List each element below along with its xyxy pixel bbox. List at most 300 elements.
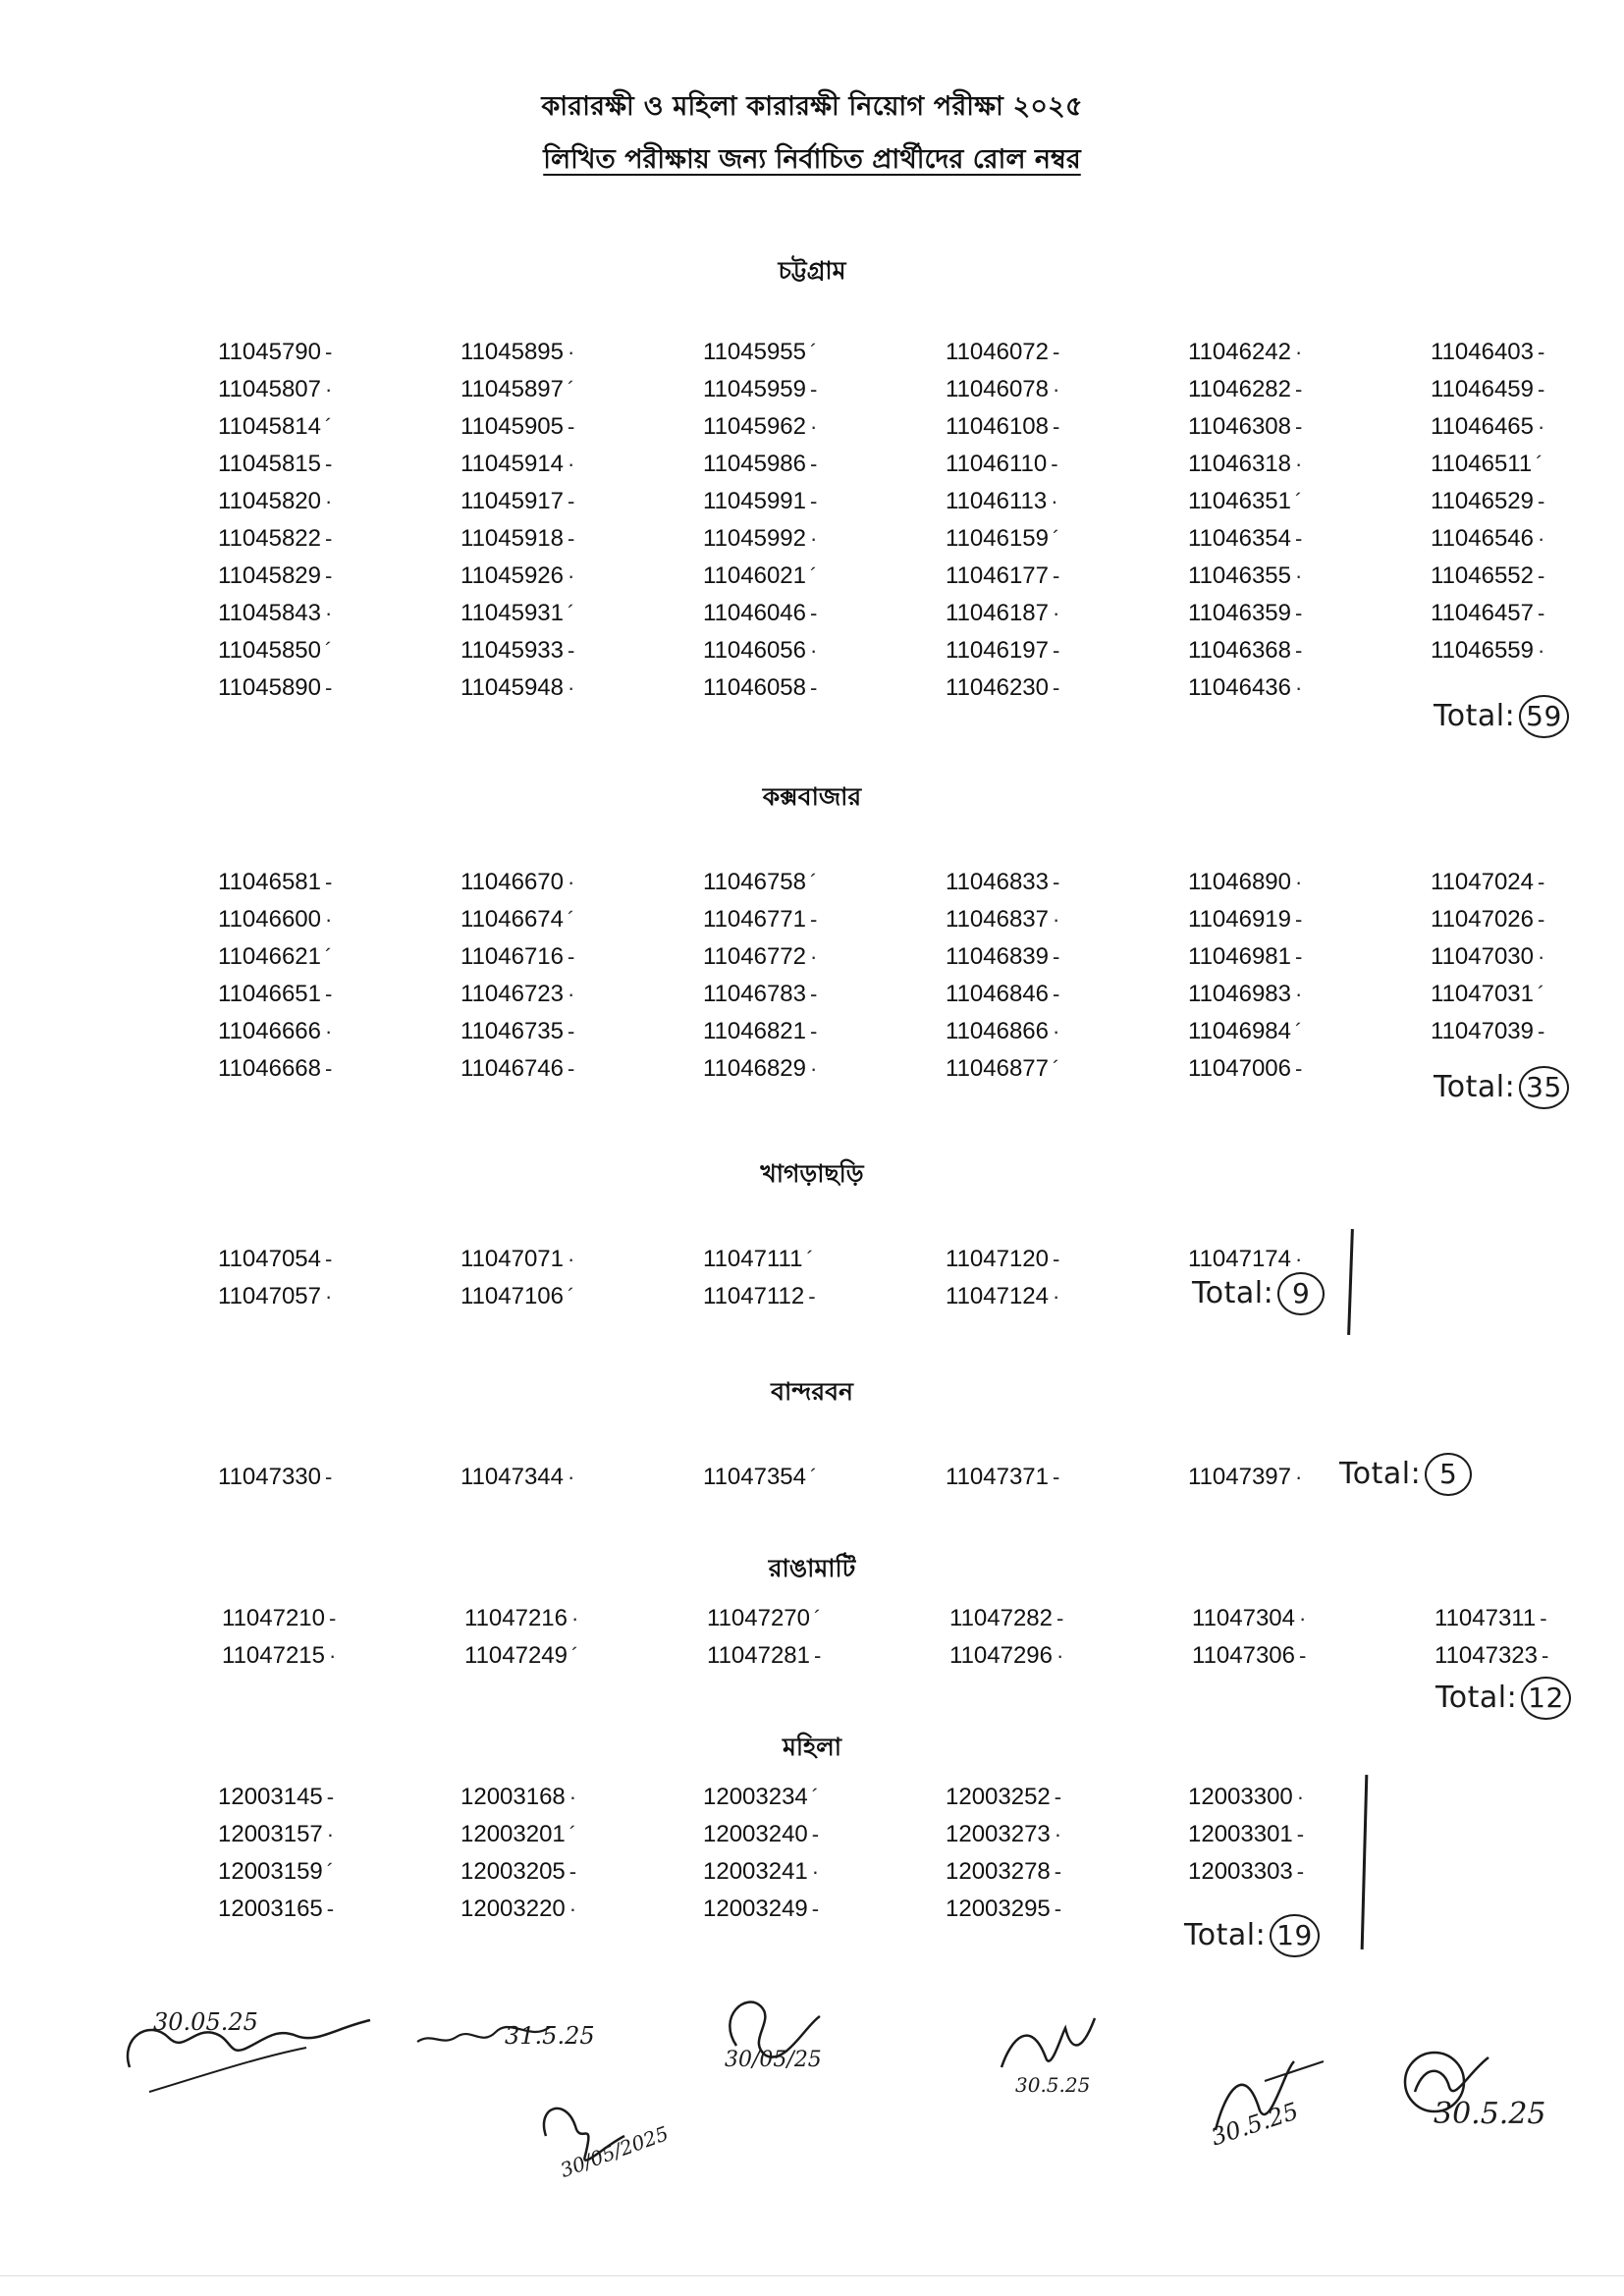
check-mark-icon: ´ xyxy=(1295,1019,1303,1043)
roll-column xyxy=(1431,864,1624,1050)
check-mark-icon: - xyxy=(325,870,333,894)
roll-number: 12003168 · xyxy=(460,1784,577,1810)
roll-number: 11045914 · xyxy=(460,451,575,477)
roll-column xyxy=(1435,1600,1624,1675)
roll-number: 11046984 ´ xyxy=(1188,1018,1303,1044)
roll-column xyxy=(1188,1779,1424,1891)
check-mark-icon: - xyxy=(568,638,575,663)
check-mark-icon: - xyxy=(325,1056,333,1081)
check-mark-icon: - xyxy=(568,526,575,551)
roll-number: 11046670 · xyxy=(460,869,575,895)
total-label: Total: xyxy=(1434,1070,1516,1104)
roll-number: 11047282 - xyxy=(949,1605,1064,1631)
check-mark-icon: - xyxy=(325,1465,333,1489)
page-subtitle-text: লিখিত পরীক্ষায় জন্য নির্বাচিত প্রার্থীদের রোল নম্বর xyxy=(543,144,1081,175)
check-mark-icon: · xyxy=(1051,489,1058,513)
check-mark-icon: - xyxy=(326,1896,335,1921)
roll-number: 11046723 · xyxy=(460,981,575,1007)
check-mark-icon: · xyxy=(1295,340,1303,364)
total-label: Total: xyxy=(1435,1681,1518,1715)
check-mark-icon: ´ xyxy=(568,377,575,401)
roll-number: 11047344 · xyxy=(460,1464,575,1490)
roll-number: 11046783 - xyxy=(703,981,818,1007)
check-mark-icon: - xyxy=(810,1019,818,1043)
check-mark-icon: ´ xyxy=(1053,526,1060,551)
check-mark-icon: - xyxy=(810,452,818,476)
roll-column xyxy=(460,1459,696,1496)
check-mark-icon: · xyxy=(568,870,575,894)
roll-number: 11047057 · xyxy=(218,1283,333,1309)
roll-number: 11046021 ´ xyxy=(703,562,818,589)
check-mark-icon: · xyxy=(568,982,575,1006)
check-mark-icon: - xyxy=(1538,601,1545,625)
roll-number: 11046581 - xyxy=(218,869,333,895)
roll-number: 12003249 - xyxy=(703,1896,820,1922)
roll-number: 12003157 · xyxy=(218,1821,335,1847)
roll-number: 11046529 - xyxy=(1431,488,1545,514)
check-mark-icon: - xyxy=(811,1822,820,1846)
roll-number: 11047026 - xyxy=(1431,906,1545,933)
section-total-rangamati xyxy=(1435,1677,1571,1720)
check-mark-icon: ´ xyxy=(1053,1056,1060,1081)
roll-number: 11046546 · xyxy=(1431,525,1545,552)
check-mark-icon: · xyxy=(568,675,575,700)
roll-column xyxy=(946,1459,1181,1496)
check-mark-icon: · xyxy=(1053,907,1060,932)
roll-column xyxy=(1188,864,1424,1088)
roll-number: 11046651 - xyxy=(218,981,333,1007)
roll-number: 12003145 - xyxy=(218,1784,335,1810)
section-title-mohila: মহিলা xyxy=(782,1733,842,1761)
roll-number: 11046242 · xyxy=(1188,339,1303,365)
roll-number: 11045917 - xyxy=(460,488,575,514)
check-mark-icon: ´ xyxy=(325,638,333,663)
check-mark-icon: · xyxy=(325,1284,333,1308)
check-mark-icon: - xyxy=(1296,1822,1305,1846)
check-mark-icon: ´ xyxy=(571,1643,579,1668)
roll-number: 12003301 - xyxy=(1188,1821,1305,1847)
check-mark-icon: - xyxy=(325,982,333,1006)
roll-number: 11046674 ´ xyxy=(460,906,575,933)
roll-number: 11045991 - xyxy=(703,488,818,514)
check-mark-icon: · xyxy=(1538,944,1545,969)
check-mark-icon: · xyxy=(325,377,333,401)
roll-number: 11047323 - xyxy=(1435,1642,1549,1669)
check-mark-icon: - xyxy=(1053,870,1060,894)
roll-number: 11046459 - xyxy=(1431,376,1545,402)
check-mark-icon: - xyxy=(1542,1643,1549,1668)
check-mark-icon: · xyxy=(1054,1822,1062,1846)
check-mark-icon: · xyxy=(1538,638,1545,663)
roll-number: 11046368 - xyxy=(1188,637,1303,664)
roll-number: 11046457 - xyxy=(1431,600,1545,626)
check-mark-icon: ´ xyxy=(1538,982,1545,1006)
check-mark-icon: · xyxy=(1056,1643,1064,1668)
check-mark-icon: · xyxy=(1053,1284,1060,1308)
roll-column xyxy=(703,1241,939,1315)
section-title-khagrachari: খাগড়াছড়ি xyxy=(760,1159,864,1188)
roll-number: 12003303 - xyxy=(1188,1858,1305,1885)
check-mark-icon: · xyxy=(326,1822,335,1846)
check-mark-icon: - xyxy=(568,944,575,969)
check-mark-icon: - xyxy=(810,675,818,700)
signature-date: 31.5.25 xyxy=(505,2022,595,2050)
check-mark-icon: · xyxy=(1295,452,1303,476)
roll-number: 11047120 - xyxy=(946,1246,1060,1272)
check-mark-icon: - xyxy=(1538,907,1545,932)
check-mark-icon: ´ xyxy=(810,1465,818,1489)
roll-number: 11046230 - xyxy=(946,674,1060,701)
check-mark-icon: · xyxy=(568,563,575,588)
roll-number: 11046846 - xyxy=(946,981,1060,1007)
roll-number: 11046621 ´ xyxy=(218,943,333,970)
check-mark-icon: · xyxy=(1295,563,1303,588)
check-mark-icon: · xyxy=(1538,414,1545,439)
roll-number: 11047054 - xyxy=(218,1246,333,1272)
check-mark-icon: - xyxy=(814,1643,822,1668)
signature-date: 30.5.25 xyxy=(1434,2097,1546,2131)
roll-number: 11047112 - xyxy=(703,1283,816,1309)
roll-number: 11046772 · xyxy=(703,943,818,970)
roll-number: 11047039 - xyxy=(1431,1018,1545,1044)
check-mark-icon: · xyxy=(1295,1465,1303,1489)
check-mark-icon: - xyxy=(1538,870,1545,894)
check-mark-icon: - xyxy=(329,1606,337,1630)
total-label: Total: xyxy=(1339,1457,1422,1491)
roll-number: 11045829 - xyxy=(218,562,333,589)
check-mark-icon: - xyxy=(1538,377,1545,401)
roll-column xyxy=(460,1241,696,1315)
check-mark-icon: - xyxy=(1295,377,1303,401)
roll-number: 11045933 - xyxy=(460,637,575,664)
check-mark-icon: - xyxy=(811,1896,820,1921)
check-mark-icon: - xyxy=(326,1785,335,1809)
roll-number: 11046866 · xyxy=(946,1018,1060,1044)
roll-number: 11047031 ´ xyxy=(1431,981,1545,1007)
check-mark-icon: - xyxy=(1053,944,1060,969)
roll-number: 11046919 - xyxy=(1188,906,1303,933)
check-mark-icon: - xyxy=(568,1056,575,1081)
check-mark-icon: - xyxy=(325,452,333,476)
roll-column xyxy=(460,864,696,1088)
roll-number: 11046318 · xyxy=(1188,451,1303,477)
check-mark-icon: - xyxy=(810,982,818,1006)
roll-number: 11046058 - xyxy=(703,674,818,701)
roll-number: 11046046 - xyxy=(703,600,818,626)
check-mark-icon: ´ xyxy=(1536,452,1543,476)
roll-column xyxy=(1188,334,1424,707)
check-mark-icon: - xyxy=(1053,563,1060,588)
check-mark-icon: - xyxy=(1053,1247,1060,1271)
roll-number: 11046837 · xyxy=(946,906,1060,933)
roll-column xyxy=(703,1459,939,1496)
roll-column xyxy=(946,864,1181,1088)
section-total-khagrachari xyxy=(1192,1272,1325,1315)
check-mark-icon: ´ xyxy=(325,944,333,969)
roll-number: 11047296 · xyxy=(949,1642,1064,1669)
check-mark-icon: · xyxy=(568,1247,575,1271)
roll-number: 11047024 - xyxy=(1431,869,1545,895)
roll-column xyxy=(218,1779,454,1928)
roll-number: 11045890 - xyxy=(218,674,333,701)
roll-number: 11047174 · xyxy=(1188,1246,1303,1272)
roll-number: 11047249 ´ xyxy=(464,1642,579,1669)
roll-number: 11046511 ´ xyxy=(1431,451,1543,477)
roll-number: 11046177 - xyxy=(946,562,1060,589)
roll-number: 11045814 ´ xyxy=(218,413,333,440)
roll-number: 12003241 · xyxy=(703,1858,820,1885)
check-mark-icon: · xyxy=(325,489,333,513)
check-mark-icon: - xyxy=(1056,1606,1064,1630)
roll-column xyxy=(1192,1600,1428,1675)
roll-number: 11046056 · xyxy=(703,637,818,664)
roll-number: 11045850 ´ xyxy=(218,637,333,664)
roll-number: 11045820 · xyxy=(218,488,333,514)
check-mark-icon: · xyxy=(568,340,575,364)
roll-number: 12003159 ´ xyxy=(218,1858,335,1885)
check-mark-icon: - xyxy=(1053,340,1060,364)
check-mark-icon: · xyxy=(568,1785,577,1809)
roll-number: 12003220 · xyxy=(460,1896,577,1922)
roll-number: 11047030 · xyxy=(1431,943,1545,970)
check-mark-icon: - xyxy=(568,489,575,513)
check-mark-icon: - xyxy=(1053,1465,1060,1489)
check-mark-icon: - xyxy=(325,1247,333,1271)
check-mark-icon: - xyxy=(808,1284,816,1308)
check-mark-icon: · xyxy=(1295,1247,1303,1271)
roll-number: 11046403 - xyxy=(1431,339,1545,365)
roll-number: 11047397 · xyxy=(1188,1464,1303,1490)
total-count: 59 xyxy=(1519,695,1569,738)
signature-date: 30.5.25 xyxy=(1015,2073,1091,2097)
check-mark-icon: ´ xyxy=(811,1785,820,1809)
signature-date: 30/05/25 xyxy=(725,2048,822,2072)
roll-number: 12003300 · xyxy=(1188,1784,1305,1810)
check-mark-icon: ´ xyxy=(326,1859,335,1884)
roll-number: 11046821 - xyxy=(703,1018,818,1044)
roll-number: 12003165 - xyxy=(218,1896,335,1922)
roll-number: 11046465 · xyxy=(1431,413,1545,440)
roll-number: 11047124 · xyxy=(946,1283,1060,1309)
check-mark-icon: - xyxy=(1295,414,1303,439)
check-mark-icon: ´ xyxy=(568,1822,577,1846)
check-mark-icon: ´ xyxy=(810,563,818,588)
total-count: 5 xyxy=(1425,1453,1472,1496)
check-mark-icon: · xyxy=(811,1859,820,1884)
roll-number: 11046282 - xyxy=(1188,376,1303,402)
page-title: কারারক্ষী ও মহিলা কারারক্ষী নিয়োগ পরীক্ষা ২০২৫ xyxy=(541,91,1083,122)
check-mark-icon: · xyxy=(329,1643,337,1668)
roll-column xyxy=(464,1600,700,1675)
check-mark-icon: ´ xyxy=(806,1247,814,1271)
roll-number: 12003252 - xyxy=(946,1784,1062,1810)
check-mark-icon: · xyxy=(1295,982,1303,1006)
check-mark-icon: - xyxy=(568,414,575,439)
roll-number: 11045931 ´ xyxy=(460,600,575,626)
check-mark-icon: · xyxy=(1053,377,1060,401)
section-title-rangamati: রাঙামাটি xyxy=(768,1554,856,1582)
check-mark-icon: - xyxy=(1053,675,1060,700)
roll-number: 11046833 - xyxy=(946,869,1060,895)
check-mark-icon: - xyxy=(1053,414,1060,439)
roll-number: 11046716 - xyxy=(460,943,575,970)
roll-number: 11047281 - xyxy=(707,1642,822,1669)
roll-number: 11046436 · xyxy=(1188,674,1303,701)
roll-number: 11046351 ´ xyxy=(1188,488,1303,514)
check-mark-icon: - xyxy=(1538,1019,1545,1043)
roll-column xyxy=(707,1600,943,1675)
roll-number: 11045918 - xyxy=(460,525,575,552)
roll-number: 11046187 · xyxy=(946,600,1060,626)
check-mark-icon: - xyxy=(810,489,818,513)
roll-number: 12003273 · xyxy=(946,1821,1062,1847)
roll-column xyxy=(703,1779,939,1928)
check-mark-icon: · xyxy=(1295,675,1303,700)
section-title-bandarban: বান্দরবন xyxy=(771,1377,853,1406)
total-count: 19 xyxy=(1270,1914,1320,1957)
total-label: Total: xyxy=(1192,1276,1274,1310)
roll-number: 11047371 - xyxy=(946,1464,1060,1490)
section-total-bandarban xyxy=(1339,1453,1472,1496)
check-mark-icon: - xyxy=(325,526,333,551)
check-mark-icon: · xyxy=(1053,601,1060,625)
check-mark-icon: ´ xyxy=(568,601,575,625)
check-mark-icon: · xyxy=(568,1465,575,1489)
check-mark-icon: · xyxy=(568,1896,577,1921)
roll-column xyxy=(218,1459,454,1496)
check-mark-icon: - xyxy=(1299,1643,1307,1668)
check-mark-icon: - xyxy=(1054,1859,1062,1884)
check-mark-icon: ´ xyxy=(1295,489,1303,513)
section-title-chattogram: চট্টগ্রাম xyxy=(778,256,846,285)
roll-number: 11045948 · xyxy=(460,674,575,701)
check-mark-icon: · xyxy=(325,907,333,932)
roll-number: 11046758 ´ xyxy=(703,869,818,895)
roll-column xyxy=(703,334,939,707)
check-mark-icon: - xyxy=(568,1859,577,1884)
roll-column xyxy=(946,1241,1181,1315)
check-mark-icon: · xyxy=(810,638,818,663)
roll-number: 11046735 - xyxy=(460,1018,575,1044)
roll-number: 11046110 - xyxy=(946,451,1058,477)
signature-date: 30.5.25 xyxy=(1207,2097,1302,2152)
check-mark-icon: · xyxy=(571,1606,579,1630)
roll-number: 11046877 ´ xyxy=(946,1055,1060,1082)
roll-number: 11045822 - xyxy=(218,525,333,552)
roll-number: 11047270 ´ xyxy=(707,1605,822,1631)
roll-number: 11047215 · xyxy=(222,1642,337,1669)
total-count: 35 xyxy=(1519,1066,1569,1109)
check-mark-icon: - xyxy=(325,563,333,588)
check-mark-icon: · xyxy=(1299,1606,1307,1630)
roll-number: 11046668 - xyxy=(218,1055,333,1082)
roll-number: 12003201 ´ xyxy=(460,1821,577,1847)
roll-number: 11047106 ´ xyxy=(460,1283,575,1309)
roll-number: 11046108 - xyxy=(946,413,1060,440)
check-mark-icon: - xyxy=(1053,982,1060,1006)
check-mark-icon: · xyxy=(325,601,333,625)
check-mark-icon: - xyxy=(325,340,333,364)
check-mark-icon: - xyxy=(810,907,818,932)
check-mark-icon: - xyxy=(1054,1785,1062,1809)
roll-number: 11047304 · xyxy=(1192,1605,1307,1631)
roll-number: 11045962 · xyxy=(703,413,818,440)
roll-number: 11045955 ´ xyxy=(703,339,818,365)
roll-number: 11046981 - xyxy=(1188,943,1303,970)
roll-number: 12003234 ´ xyxy=(703,1784,820,1810)
roll-column xyxy=(460,334,696,707)
roll-number: 11045807 · xyxy=(218,376,333,402)
check-mark-icon: - xyxy=(1538,340,1545,364)
check-mark-icon: · xyxy=(568,452,575,476)
roll-number: 11046355 · xyxy=(1188,562,1303,589)
roll-number: 11045959 - xyxy=(703,376,818,402)
roll-number: 11045895 · xyxy=(460,339,575,365)
roll-number: 12003205 - xyxy=(460,1858,577,1885)
roll-column xyxy=(460,1779,696,1928)
total-count: 12 xyxy=(1521,1677,1571,1720)
check-mark-icon: - xyxy=(1053,638,1060,663)
check-mark-icon: - xyxy=(1538,489,1545,513)
roll-number: 11047071 · xyxy=(460,1246,575,1272)
check-mark-icon: - xyxy=(1295,1056,1303,1081)
roll-number: 11047306 - xyxy=(1192,1642,1307,1669)
check-mark-icon: · xyxy=(325,1019,333,1043)
signature-date: 30/05/2025 xyxy=(557,2121,672,2182)
roll-number: 11046839 - xyxy=(946,943,1060,970)
section-title-coxs-bazar: কক্সবাজার xyxy=(762,782,862,811)
check-mark-icon: - xyxy=(810,377,818,401)
roll-number: 11046308 - xyxy=(1188,413,1303,440)
roll-number: 11047006 - xyxy=(1188,1055,1303,1082)
check-mark-icon: ´ xyxy=(568,907,575,932)
roll-number: 11046113 · xyxy=(946,488,1058,514)
roll-number: 11046159 ´ xyxy=(946,525,1060,552)
section-total-chattogram xyxy=(1434,695,1569,738)
roll-column xyxy=(946,334,1181,707)
check-mark-icon: · xyxy=(810,526,818,551)
roll-number: 11046829 · xyxy=(703,1055,818,1082)
roll-column xyxy=(218,1241,454,1315)
roll-column xyxy=(222,1600,458,1675)
section-total-coxs-bazar xyxy=(1434,1066,1569,1109)
total-label: Total: xyxy=(1184,1918,1267,1952)
check-mark-icon: - xyxy=(1295,638,1303,663)
roll-number: 11046354 - xyxy=(1188,525,1303,552)
check-mark-icon: ´ xyxy=(814,1606,822,1630)
check-mark-icon: - xyxy=(1538,563,1545,588)
roll-number: 11045926 · xyxy=(460,562,575,589)
roll-number: 11046600 · xyxy=(218,906,333,933)
roll-number: 11045897 ´ xyxy=(460,376,575,402)
roll-number: 11045815 - xyxy=(218,451,333,477)
page-bottom-edge xyxy=(0,2275,1624,2276)
roll-number: 11046746 - xyxy=(460,1055,575,1082)
roll-column xyxy=(218,334,454,707)
signature-date: 30.05.25 xyxy=(153,2008,258,2036)
roll-number: 12003240 - xyxy=(703,1821,820,1847)
roll-number: 11047216 · xyxy=(464,1605,579,1631)
check-mark-icon: - xyxy=(1295,526,1303,551)
check-mark-icon: · xyxy=(1538,526,1545,551)
check-mark-icon: · xyxy=(810,414,818,439)
roll-number: 11045905 - xyxy=(460,413,575,440)
check-mark-icon: - xyxy=(1051,452,1058,476)
check-mark-icon: - xyxy=(810,601,818,625)
check-mark-icon: - xyxy=(1295,944,1303,969)
roll-number: 11047330 - xyxy=(218,1464,333,1490)
roll-number: 11047354 ´ xyxy=(703,1464,818,1490)
